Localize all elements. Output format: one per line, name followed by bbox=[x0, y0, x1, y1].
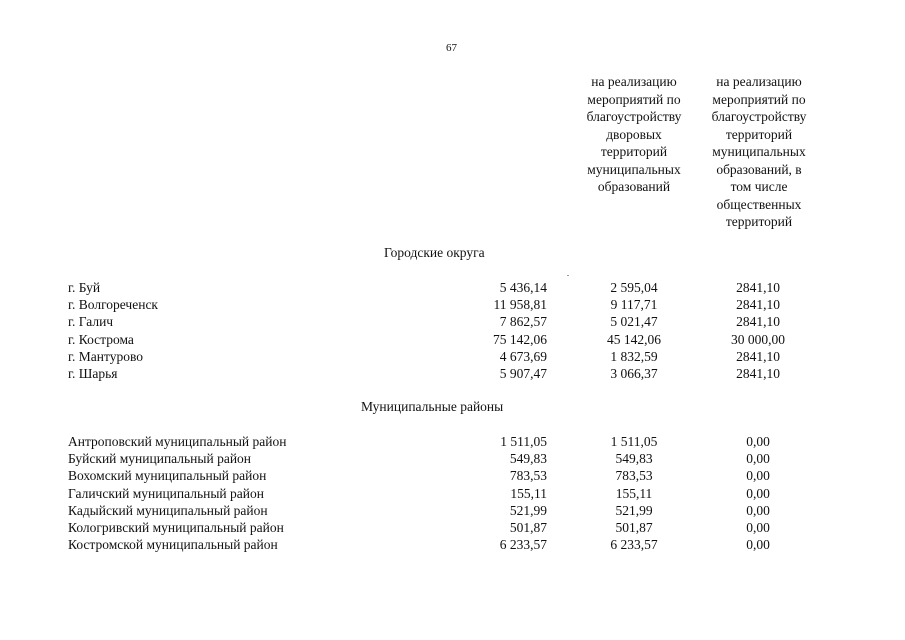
header-line: на реализацию bbox=[591, 74, 677, 89]
row-courtyard: 45 142,06 bbox=[607, 331, 661, 347]
row-public: 0,00 bbox=[746, 537, 770, 553]
row-name: Галичский муниципальный район bbox=[68, 485, 264, 501]
table-row bbox=[0, 433, 905, 450]
header-line: мероприятий по bbox=[712, 91, 806, 107]
row-courtyard: 521,99 bbox=[615, 502, 653, 518]
row-courtyard: 549,83 bbox=[615, 451, 653, 467]
header-line: территорий bbox=[600, 144, 668, 159]
table-row bbox=[0, 467, 905, 484]
row-total: 783,53 bbox=[509, 468, 547, 484]
column-header-courtyard bbox=[577, 73, 691, 196]
row-public: 0,00 bbox=[746, 485, 770, 501]
row-name: Антроповский муниципальный район bbox=[68, 434, 287, 449]
table-row bbox=[0, 365, 905, 382]
header-line: благоустройству bbox=[586, 109, 682, 124]
row-courtyard: 3 066,37 bbox=[610, 365, 658, 381]
header-line: муниципальных bbox=[712, 144, 806, 159]
row-courtyard: 501,87 bbox=[615, 519, 653, 535]
row-name: г. Мантурово bbox=[68, 348, 143, 364]
table-row bbox=[0, 313, 905, 330]
row-name: Костромской муниципальный район bbox=[68, 537, 278, 553]
row-total: 549,83 bbox=[509, 451, 547, 467]
row-public: 0,00 bbox=[746, 502, 770, 518]
row-courtyard: 5 021,47 bbox=[610, 314, 658, 330]
row-name: Кологривский муниципальный район bbox=[68, 519, 284, 535]
table-row bbox=[0, 348, 905, 365]
row-public: 2841,10 bbox=[736, 297, 780, 313]
row-total: 155,11 bbox=[510, 485, 547, 501]
page-number: 67 bbox=[446, 42, 457, 54]
row-name: г. Волгореченск bbox=[68, 297, 158, 313]
row-name: Буйский муниципальный район bbox=[68, 451, 252, 467]
row-name: г. Галич bbox=[68, 314, 114, 330]
table-row bbox=[0, 296, 905, 313]
row-courtyard: 2 595,04 bbox=[610, 280, 658, 295]
row-total: 4 673,69 bbox=[499, 348, 547, 364]
row-name: г. Шарья bbox=[68, 365, 118, 381]
row-total: 7 862,57 bbox=[499, 314, 547, 330]
row-public: 2841,10 bbox=[736, 280, 780, 295]
row-courtyard: 1 511,05 bbox=[610, 434, 658, 449]
header-line: на реализацию bbox=[716, 74, 802, 89]
row-name: Вохомский муниципальный район bbox=[68, 468, 267, 484]
table-row bbox=[0, 502, 905, 519]
city-districts-table bbox=[0, 279, 905, 382]
header-line: мероприятий по bbox=[587, 91, 681, 107]
header-line: образований, в bbox=[716, 161, 802, 177]
row-courtyard: 783,53 bbox=[615, 468, 653, 484]
table-row bbox=[0, 331, 905, 348]
row-total: 11 958,81 bbox=[493, 297, 547, 313]
row-total: 521,99 bbox=[509, 502, 547, 518]
table-row bbox=[0, 519, 905, 536]
row-courtyard: 9 117,71 bbox=[610, 297, 658, 313]
row-total: 6 233,57 bbox=[499, 537, 547, 553]
row-total: 75 142,06 bbox=[493, 331, 547, 347]
row-total: 1 511,05 bbox=[500, 434, 547, 449]
header-line: образований bbox=[597, 179, 671, 194]
table-row bbox=[0, 536, 905, 553]
row-public: 0,00 bbox=[746, 434, 770, 449]
row-public: 30 000,00 bbox=[731, 331, 785, 347]
row-total: 5 436,14 bbox=[499, 280, 547, 295]
row-courtyard: 6 233,57 bbox=[610, 537, 658, 553]
column-header-public bbox=[703, 73, 815, 231]
header-line: том числе bbox=[730, 179, 788, 194]
row-total: 5 907,47 bbox=[499, 365, 547, 381]
row-public: 2841,10 bbox=[736, 348, 780, 364]
table-row bbox=[0, 450, 905, 467]
scan-artifact bbox=[567, 275, 569, 276]
section-title-municipal-districts: Муниципальные районы bbox=[361, 399, 504, 414]
row-public: 2841,10 bbox=[736, 365, 780, 381]
table-row bbox=[0, 279, 905, 296]
row-name: г. Кострома bbox=[68, 331, 134, 347]
row-total: 501,87 bbox=[509, 519, 547, 535]
header-line: территорий bbox=[725, 214, 793, 229]
header-line: дворовых bbox=[606, 126, 662, 142]
header-line: общественных bbox=[716, 196, 802, 212]
row-courtyard: 1 832,59 bbox=[610, 348, 658, 364]
row-public: 0,00 bbox=[746, 468, 770, 484]
header-line: территорий bbox=[725, 126, 793, 142]
row-name: г. Буй bbox=[68, 280, 101, 295]
header-line: муниципальных bbox=[587, 161, 681, 177]
header-line: благоустройству bbox=[711, 109, 807, 124]
row-courtyard: 155,11 bbox=[615, 485, 653, 501]
municipal-districts-table bbox=[0, 433, 905, 553]
row-public: 0,00 bbox=[746, 519, 770, 535]
row-name: Кадыйский муниципальный район bbox=[68, 502, 268, 518]
row-public: 2841,10 bbox=[736, 314, 780, 330]
table-row bbox=[0, 485, 905, 502]
section-title-city-districts: Городские округа bbox=[384, 245, 485, 260]
row-public: 0,00 bbox=[746, 451, 770, 467]
